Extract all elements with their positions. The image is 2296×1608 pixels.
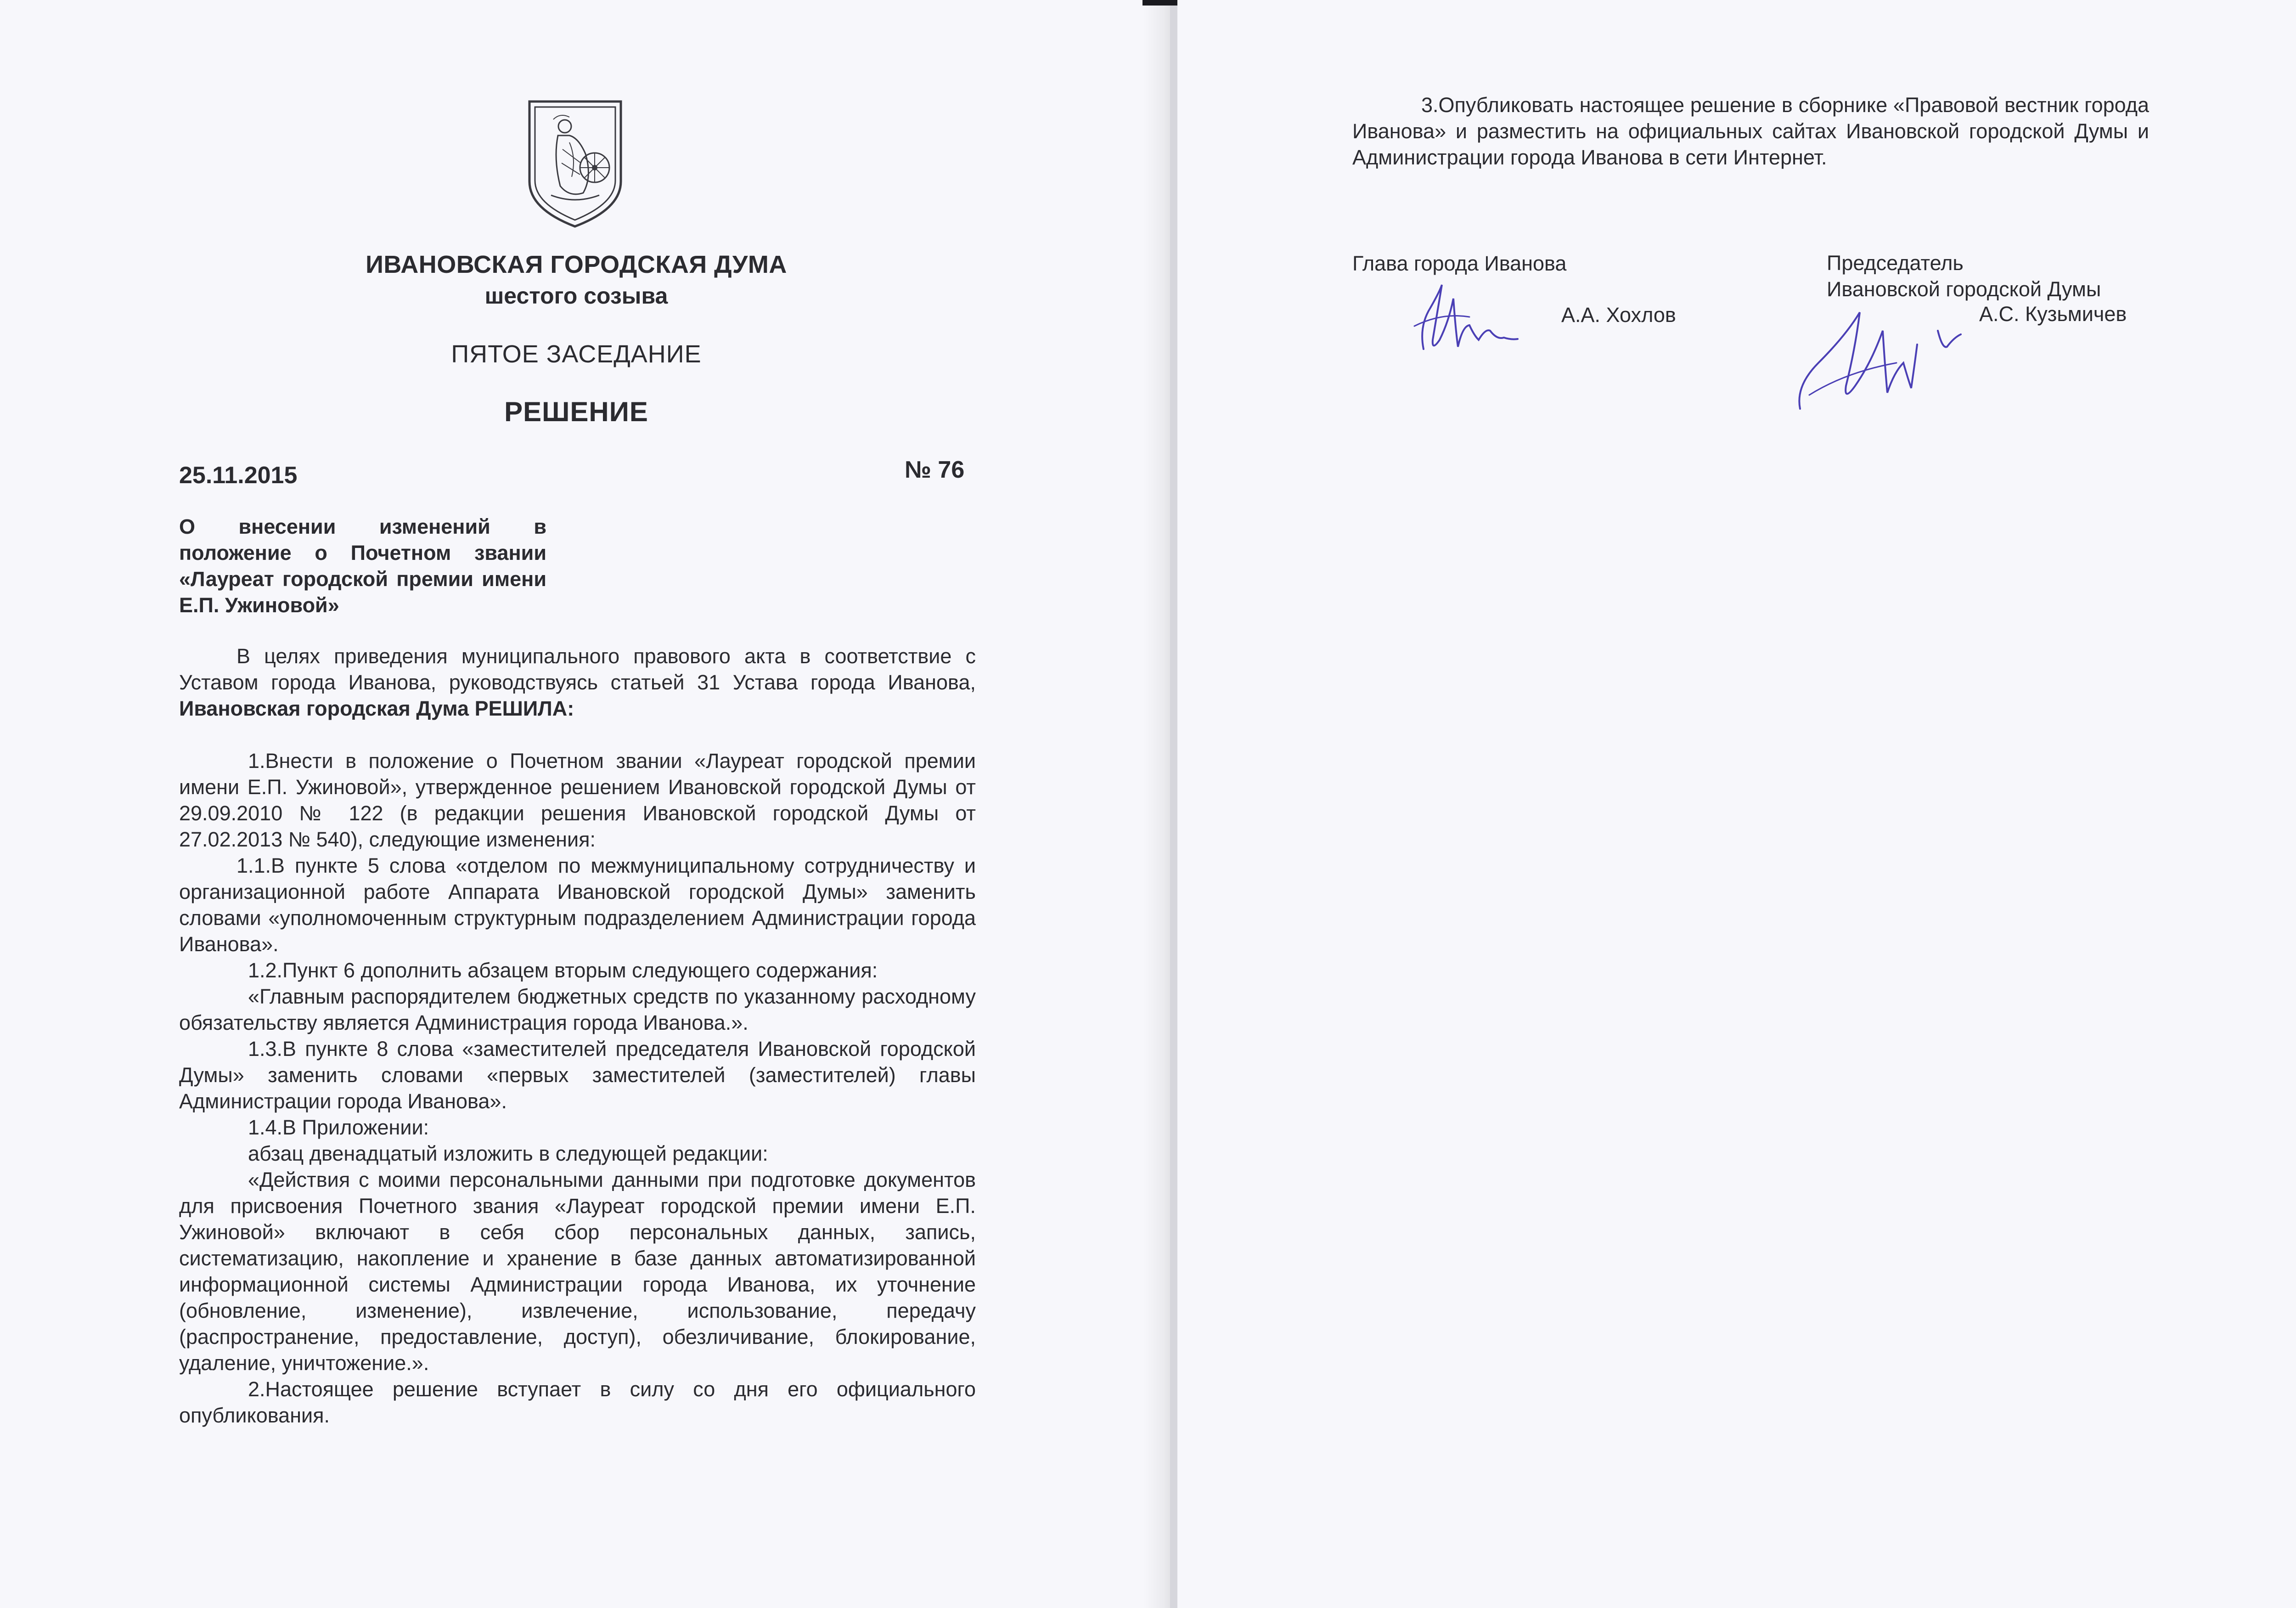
clause-1-1: 1.1.В пункте 5 слова «отделом по межмуниципальному сотрудничеству и организационной работе Аппарата Ивановской городской Думы» заменить словами «уполномоченным структурным подразделением Администрации города Иванова». <box>179 854 976 956</box>
clause-1-4-text: «Действия с моими персональными данными при подготовке документов для присвоения Почетного звания «Лауреат городской премии имени Е.П. Ужиновой» включают в себя сбор персональных данных, запись, систематизацию, накопление и хранение в базе данных автоматизированной информационной системы Администрации города Иванова, их уточнение (обновление, изменение), извлечение, использование, передачу (распространение, предоставление, доступ), обезличивание, блокирование, удаление, уничтожение.». <box>179 1168 976 1375</box>
clause-1-2-text: «Главным распорядителем бюджетных средств по указанному расходному обязательству является Администрация города Иванова.». <box>179 985 976 1034</box>
scan-edge-mark <box>1142 0 1177 6</box>
signatory-right-title-line2: Ивановской городской Думы <box>1827 277 2101 301</box>
clause-1-2: 1.2.Пункт 6 дополнить абзацем вторым следующего содержания: <box>248 959 878 982</box>
session-title: ПЯТОЕ ЗАСЕДАНИЕ <box>451 340 702 368</box>
clause-1-3: 1.3.В пункте 8 слова «заместителей председателя Ивановской городской Думы» заменить словами «первых заместителей (заместителей) главы Администрации города Иванова». <box>179 1037 976 1113</box>
document-type: РЕШЕНИЕ <box>504 396 648 427</box>
document-number: № 76 <box>905 457 965 483</box>
clauses <box>179 748 976 1428</box>
signature-right-handwritten <box>1791 294 1965 418</box>
document-date: 25.11.2015 <box>179 462 298 489</box>
signature-left-handwritten <box>1405 271 1525 363</box>
clause-1-4-intro: абзац двенадцатый изложить в следующей редакции: <box>248 1142 768 1165</box>
preamble-resolution: Ивановская городская Дума РЕШИЛА: <box>179 697 574 720</box>
signatory-left-title: Глава города Иванова <box>1352 252 1567 275</box>
clause-3-block <box>1352 92 2149 170</box>
clause-1-4: 1.4.В Приложении: <box>248 1116 429 1139</box>
signatory-right-title-line1: Председатель <box>1827 251 1964 275</box>
preamble <box>179 643 976 722</box>
clause-1: 1.Внести в положение о Почетном звании «Лауреат городской премии имени Е.П. Ужиновой», утвержденное решением Ивановской городской Думы от 29.09.2010 № 122 (в редакции решения Ивановской городской Думы от 27.02.2013 № 540), следующие изменения: <box>179 749 976 851</box>
page-gutter <box>1170 0 1177 1608</box>
org-name: ИВАНОВСКАЯ ГОРОДСКАЯ ДУМА <box>366 251 787 278</box>
document-subject: О внесении изменений в положение о Почетном звании «Лауреат городской премии имени Е.П. Ужиновой» <box>179 515 546 617</box>
convocation: шестого созыва <box>484 283 668 309</box>
clause-3: 3.Опубликовать настоящее решение в сборнике «Правовой вестник города Иванова» и разместить на официальных сайтах Ивановской городской Думы и Администрации города Иванова в сети Интернет. <box>1352 93 2149 169</box>
signatory-right-name: А.С. Кузьмичев <box>1979 302 2127 326</box>
signatory-left-name: А.А. Хохлов <box>1561 303 1676 327</box>
clause-2: 2.Настоящее решение вступает в силу со дня его официального опубликования. <box>179 1377 976 1427</box>
coat-of-arms-emblem <box>526 99 625 230</box>
page-right <box>1177 0 2296 1608</box>
preamble-text: В целях приведения муниципального правового акта в соответствие с Уставом города Иванова, руководствуясь статьей 31 Устава города Иванова, <box>179 644 976 694</box>
